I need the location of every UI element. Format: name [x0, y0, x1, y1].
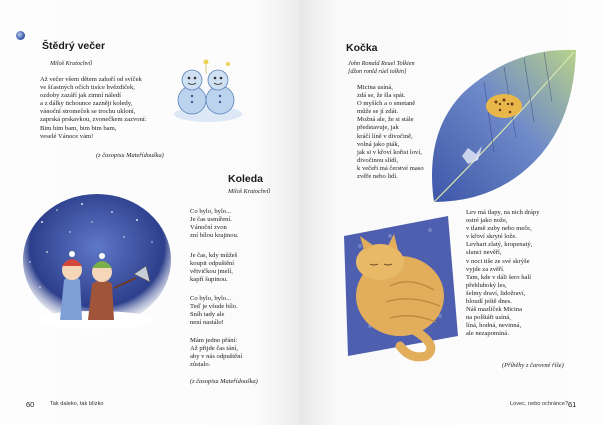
carolers-illustration [22, 192, 172, 332]
poem-title-stedry-vecer: Štědrý večer [42, 40, 106, 52]
page-number: 61 [568, 400, 577, 409]
poem-source: (z časopisu Mateřídouška) [190, 378, 258, 385]
poem-author: Miloš Kratochvíl [50, 60, 93, 67]
poem-stanza: Lev má tlapy, na nich drápy ostré jako nože, v tlamě zuby nebo meče, v křoví skryté lože. Levhart zlatý, kropenatý, slunci nevěří, v noci tiše ze své skrýše vyjde za zvěří. Tam, kde v dáli šero halí přehluboký les, šelmy draví, lidožraví, bloudí ještě dnes. Náš mazlíček Micina na polštáři usíná, líná, hodná, nevinná, ale nezapomíná. [466, 209, 540, 338]
poem-stanza: Mám jedno přání: Až přijde čas tání, aby v nás odpuštění zůstalo. [190, 337, 243, 369]
poem-source: (z časopisu Mateřídouška) [96, 152, 164, 159]
poem-stanza: Co bylo, bylo... Teď je všude bílo. Sníh tady ale není nastálo! [190, 295, 238, 327]
snowmen-illustration [168, 56, 248, 124]
poem-stanza: Co bylo, bylo... Je čas usmíření. Vánoční zvon zní bílou krajinou. [190, 208, 239, 240]
book-gutter [300, 0, 303, 425]
poem-stanza: Micina usíná, zdá se, že šla spát. O myších a o smetaně může se jí zdát. Možná ale, že si stále představuje, jak kráčí líně v divočině, volná jako pták, jak si v křoví kořist loví, divočinou slídí, k večeři má čerstvé maso zvěře nebo lidí. [357, 84, 424, 181]
poem-title-koleda: Koleda [228, 173, 264, 185]
poem-author: John Ronald Reuel Tolkien [džon ronld rúel tolkin] [348, 60, 415, 75]
running-footer: Tak daleko, tak blízko [50, 401, 104, 407]
poem-source: (Příběhy z čarovné říše) [502, 362, 564, 369]
poem-body: Až večer všem dětem zahoří od svíček ve šťastných očích tisíce hvězdiček, ozdoby zazáří jak zimní náledí a z dálky tichounce zazněji koledy, vánoční stromeček se trochu ukloní, zaprská prskavkou, zvonečkem zazvoní: Bim bim bam, bim bim bam, veselé Vánoce vám! [40, 76, 147, 140]
running-footer: Lovec, nebo ochránce? [510, 401, 569, 407]
blue-bullet-icon [16, 31, 25, 40]
poem-title-kocka: Kočka [346, 42, 378, 54]
page-number: 60 [26, 400, 35, 409]
poem-author: Miloš Kratochvíl [228, 188, 271, 195]
poem-stanza: Je čas, kdy můžeš koupit odpuštění větvičkou jmelí, kapří šupinou. [190, 252, 238, 284]
leopard-leaf-illustration [424, 42, 582, 210]
sleeping-cat-illustration [330, 206, 462, 364]
